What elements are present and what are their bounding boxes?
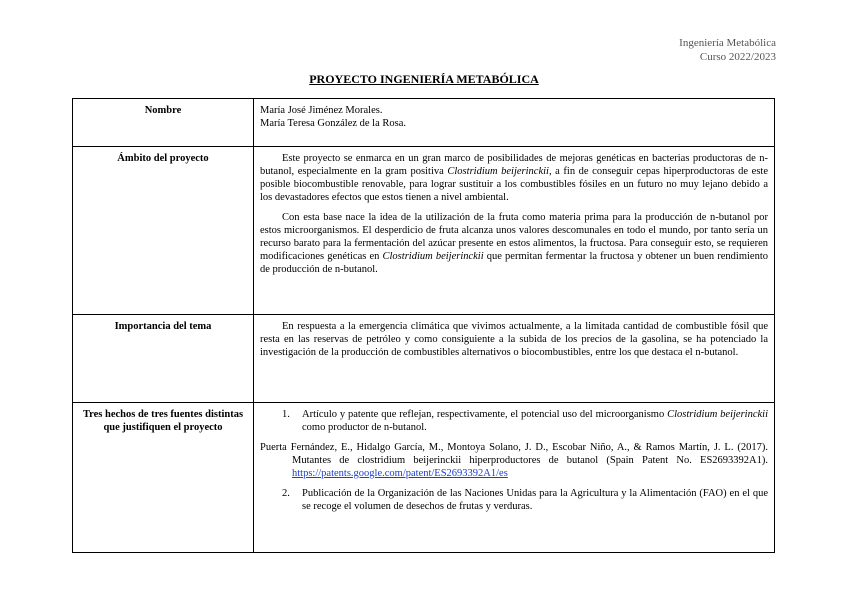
- label-ambito: Ámbito del proyecto: [73, 147, 254, 315]
- document-header: [679, 36, 776, 64]
- species-name: Clostridium beijerinckii: [447, 166, 549, 177]
- list-text: Publicación de la Organización de las Naciones Unidas para la Agricultura y la Alimentación (FAO) en el que se recoge el volumen de desechos de frutas y verduras.: [302, 488, 768, 512]
- author-1: María José Jiménez Morales.: [260, 105, 383, 116]
- item1-text-a: Artículo y patente que reflejan, respectivamente, el potencial uso del microorganismo: [302, 409, 668, 420]
- label-nombre: Nombre: [73, 99, 254, 147]
- table-row-nombre: [73, 99, 775, 147]
- patent-reference: [260, 441, 768, 480]
- header-subject: Ingeniería Metabólica: [679, 37, 776, 49]
- label-importancia: Importancia del tema: [73, 315, 254, 403]
- ambito-paragraph-2: [260, 211, 768, 276]
- author-2: María Teresa González de la Rosa.: [260, 118, 407, 129]
- importancia-paragraph: En respuesta a la emergencia climática que vivimos actualmente, a la limitada cantidad de combustible fósil que resta en las reservas de petróleo y como consiguiente a la subida de los precios de la gasolina, se ha potenciado la investigación de la producción de combustibles alternativos o biocombustibles, entre los que destaca el n-butanol.: [260, 321, 768, 358]
- fuentes-cell: [254, 403, 775, 553]
- list-text: [302, 408, 768, 434]
- ambito-p2-text-b: que permitan fermentar la fructosa y obtener un buen rendimiento de producción de n-butanol.: [260, 251, 768, 275]
- species-name: Clostridium beijerinckii: [382, 251, 484, 262]
- patent-link[interactable]: https://patents.google.com/patent/ES2693392A1/es: [292, 468, 508, 479]
- list-number: 2.: [282, 488, 290, 499]
- table-row-ambito: [73, 147, 775, 315]
- project-table: [72, 98, 775, 553]
- ambito-cell: [254, 147, 775, 315]
- importancia-cell: [254, 315, 775, 403]
- table-row-fuentes: [73, 403, 775, 553]
- header-course: Curso 2022/2023: [699, 51, 776, 63]
- ambito-p2-text-a: Con esta base nace la idea de la utilización de la fruta como materia prima para la producción de n-butanol por estos microorganismos. El desperdicio de fruta alcanza unos valores descomunales en todo el mundo, por tanto sería un recurso barato para la fermentación del azúcar presente en estos alimentos, la fructosa. Para conseguir esto, se requieren modificaciones genéticas en: [260, 212, 768, 262]
- label-fuentes: Tres hechos de tres fuentes distintas que justifiquen el proyecto: [73, 403, 254, 553]
- table-row-importancia: [73, 315, 775, 403]
- item1-text-b: como productor de n-butanol.: [302, 422, 427, 433]
- authors-cell: [254, 99, 775, 147]
- reference-text: Puerta Fernández, E., Hidalgo García, M., Montoya Solano, J. D., Escobar Niño, A., & Ramos Martín, J. L. (2017). Mutantes de clostridium beijerinckii hiperproductores de butanol (Spain Patent No. ES2693392A1).: [260, 442, 768, 466]
- document-title: PROYECTO INGENIERÍA METABÓLICA: [309, 72, 539, 86]
- list-item: [260, 487, 768, 513]
- ambito-p1-text-a: Este proyecto se enmarca en un gran marco de posibilidades de mejoras genéticas en bacterias productoras de n-butanol, especialmente en la gram positiva: [260, 153, 768, 177]
- list-number: 1.: [282, 409, 290, 420]
- ambito-p1-text-b: , a fin de conseguir cepas hiperproductoras de este posible biocombustible renovable, para lograr sustituir a los combustibles fósiles en un futuro no muy lejano debido a los devastadores efectos que estos tienen a nivel ambiental.: [260, 166, 768, 203]
- ambito-paragraph-1: [260, 152, 768, 204]
- list-item: [260, 408, 768, 434]
- species-name: Clostridium beijerinckii: [667, 409, 768, 420]
